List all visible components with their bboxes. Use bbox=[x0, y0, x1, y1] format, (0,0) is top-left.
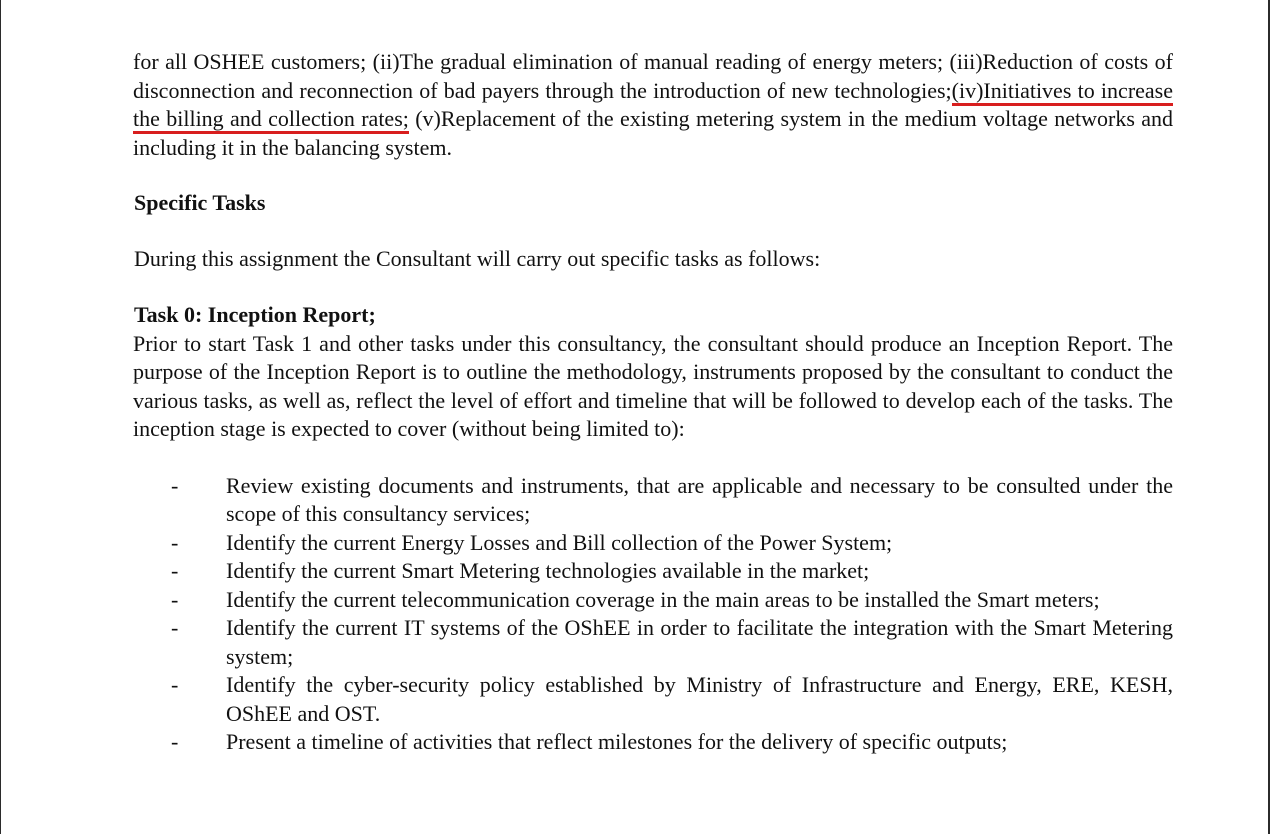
task0-body: Prior to start Task 1 and other tasks under this consultancy, the consultant should produce an Inception Report. The purpose of the Inception Report is to outline the methodology, instruments proposed by the consultant to conduct the various tasks, as well as, reflect the level of effort and timeline that will be followed to develop each of the tasks. The inception stage is expected to cover (without being limited to): bbox=[133, 330, 1173, 441]
bullet-dash: - bbox=[171, 558, 179, 583]
intro-text-before: for all OSHEE customers; (ii)The gradual elimination of manual reading of energy meters; (iii)Reduction of costs of disconnection and reconnection of bad payers through the introduction of new technologies; bbox=[133, 49, 1173, 103]
list-item bbox=[133, 472, 1173, 529]
intro-paragraph bbox=[133, 48, 1173, 162]
list-item-text: Identify the cyber-security policy established by Ministry of Infrastructure and Energy, ERE, KESH, OShEE and OST. bbox=[226, 672, 1173, 726]
task0-title: Task 0: Inception Report; bbox=[134, 302, 376, 327]
list-item-text: Review existing documents and instruments, that are applicable and necessary to be consulted under the scope of this consultancy services; bbox=[226, 472, 1173, 526]
list-item bbox=[133, 586, 1173, 615]
bullet-dash: - bbox=[171, 729, 179, 754]
list-item bbox=[133, 529, 1173, 558]
list-item bbox=[133, 557, 1173, 586]
section-heading-specific-tasks: Specific Tasks bbox=[134, 190, 266, 215]
list-item-text: Identify the current Energy Losses and Bill collection of the Power System; bbox=[226, 529, 893, 555]
bullet-dash: - bbox=[171, 672, 179, 697]
list-item bbox=[133, 614, 1173, 671]
list-item-text: Identify the current IT systems of the OShEE in order to facilitate the integration with the Smart Metering system; bbox=[226, 615, 1173, 669]
list-item bbox=[133, 671, 1173, 728]
task0-bullet-list bbox=[133, 472, 1173, 757]
intro-text-after: (v)Replacement of the existing metering system in the medium voltage networks and including it in the balancing system. bbox=[133, 106, 1173, 160]
list-item-text: Identify the current telecommunication coverage in the main areas to be installed the Smart meters; bbox=[226, 586, 1100, 612]
bullet-dash: - bbox=[171, 472, 179, 498]
list-item-text: Identify the current Smart Metering technologies available in the market; bbox=[226, 558, 870, 583]
document-page bbox=[133, 48, 1173, 757]
page-edge-right bbox=[1268, 0, 1270, 834]
specific-tasks-intro: During this assignment the Consultant will carry out specific tasks as follows: bbox=[134, 245, 821, 271]
bullet-dash: - bbox=[171, 529, 179, 555]
list-item-text: Present a timeline of activities that reflect milestones for the delivery of specific outputs; bbox=[226, 729, 1008, 754]
highlighted-text: (iv)Initiatives to increase the billing and collection rates; bbox=[133, 78, 1173, 135]
list-item bbox=[133, 728, 1173, 757]
page-edge-left bbox=[0, 0, 1, 834]
bullet-dash: - bbox=[171, 615, 179, 640]
bullet-dash: - bbox=[171, 586, 179, 612]
